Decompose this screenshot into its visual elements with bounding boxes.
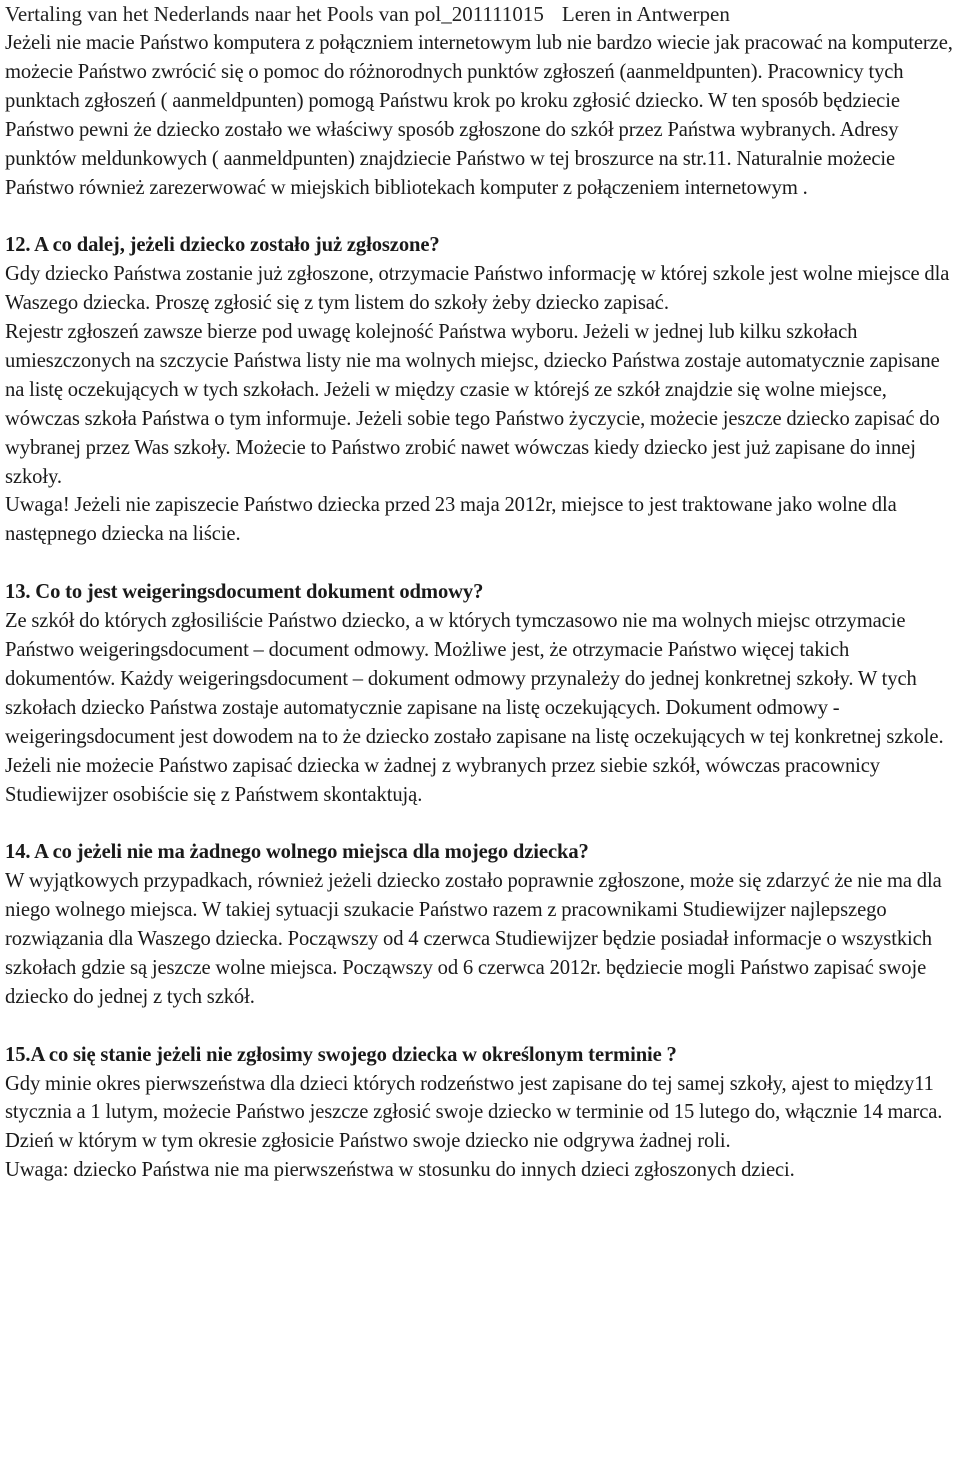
- section-15-heading: 15.A co się stanie jeżeli nie zgłosimy swojego dziecka w określonym terminie ?: [5, 1043, 677, 1066]
- section-12-paragraph-1: Gdy dziecko Państwa zostanie już zgłoszone, otrzymacie Państwo informację w której szkole jest wolne miejsce dla Waszego dziecka. Proszę zgłosić się z tym listem do szkoły żeby dziecko zapisać.: [5, 263, 950, 315]
- intro-paragraph: Jeżeli nie macie Państwo komputera z połączniem internetowym lub nie bardzo wiecie jak pracować na komputerze, możecie Państwo zwrócić się o pomoc do różnorodnych punktów zgłoszeń (aanmeldpunten). Pracownicy tych punktach zgłoszeń ( aanmeldpunten) pomogą Państwu krok po kroku zgłosić dziecko. W ten sposób będziecie Państwo pewni że dziecko zostało we właściwy sposób zgłoszone do szkół przez Państwa wybranych. Adresy punktów meldunkowych ( aanmeldpunten) znajdziecie Państwo w tej broszurce na str.11. Naturalnie możecie Państwo również zarezerwować w miejskich bibliotekach komputer z połączeniem internetowym .: [5, 32, 953, 199]
- section-12-heading: 12. A co dalej, jeżeli dziecko zostało już zgłoszone?: [5, 234, 440, 257]
- section-14-heading: 14. A co jeżeli nie ma żadnego wolnego miejsca dla mojego dziecka?: [5, 841, 589, 864]
- section-12-note: Uwaga! Jeżeli nie zapiszecie Państwo dziecka przed 23 maja 2012r, miejsce to jest traktowane jako wolne dla następnego dziecka na liście.: [5, 494, 897, 546]
- section-14-paragraph-1: W wyjątkowych przypadkach, również jeżeli dziecko zostało poprawnie zgłoszone, może się zdarzyć że nie ma dla niego wolnego miejsca. W takiej sytuacji szukacie Państwo razem z pracownikami Studiewijzer najlepszego rozwiązania dla Waszego dziecka. Począwszy od 4 czerwca Studiewijzer będzie posiadał informacje o wszystkich szkołach gdzie są jeszcze wolne miejsca. Począwszy od 6 czerwca 2012r. będziecie mogli Państwo zapisać swoje dziecko do jednej z tych szkół.: [5, 870, 942, 1008]
- section-12-paragraph-2: Rejestr zgłoszeń zawsze bierze pod uwagę kolejność Państwa wyboru. Jeżeli w jednej lub kilku szkołach umieszczonych na szczycie Państwa listy nie ma wolnych miejsc, dziecko Państwa zostaje automatycznie zapisane na listę oczekujących w tych szkołach. Jeżeli w między czasie w którejś ze szkół znajdzie się wolne miejsce, wówczas szkoła Państwa o tym informuje. Jeżeli sobie tego Państwo życzycie, możecie jeszcze dziecko zapisać do wybranej przez Was szkoły. Możecie to Państwo zrobić nawet wówczas kiedy dziecko jest już zapisane do innej szkoły.: [5, 321, 940, 488]
- section-15-note: Uwaga: dziecko Państwa nie ma pierwszeństwa w stosunku do innych dzieci zgłoszonych dzieci.: [5, 1159, 795, 1182]
- section-15-paragraph-1: Gdy minie okres pierwszeństwa dla dzieci których rodzeństwo jest zapisane do tej samej szkoły, ajest to między11 stycznia a 1 lutym, możecie Państwo jeszcze zgłosić swoje dziecko w terminie od 15 lutego do, włącznie 14 marca. Dzień w którym w tym okresie zgłosicie Państwo swoje dziecko nie odgrywa żadnej roli.: [5, 1072, 943, 1153]
- header-location: Leren in Antwerpen: [561, 2, 730, 26]
- page-header: [5, 0, 956, 29]
- section-13-paragraph-1: Ze szkół do których zgłosiliście Państwo dziecko, a w których tymczasowo nie ma wolnych miejsc otrzymacie Państwo weigeringsdocument – document odmowy. Możliwe jest, że otrzymacie Państwo więcej takich dokumentów. Każdy weigeringsdocument – dokument odmowy przynależy do jednej konkretnej szkoły. W tych szkołach dziecko Państwa zostaje automatycznie zapisane na listę oczekujących. Dokument odmowy - weigeringsdocument jest dowodem na to że dziecko zostało zapisane na listę oczekujących w tej konkretnej szkole. Jeżeli nie możecie Państwo zapisać dziecka w żadnej z wybranych przez siebie szkół, wówczas pracownicy Studiewijzer osobiście się z Państwem skontaktują.: [5, 610, 944, 806]
- header-title: Vertaling van het Nederlands naar het Pools van pol_201111015: [5, 2, 544, 26]
- section-13-heading: 13. Co to jest weigeringsdocument dokument odmowy?: [5, 581, 484, 604]
